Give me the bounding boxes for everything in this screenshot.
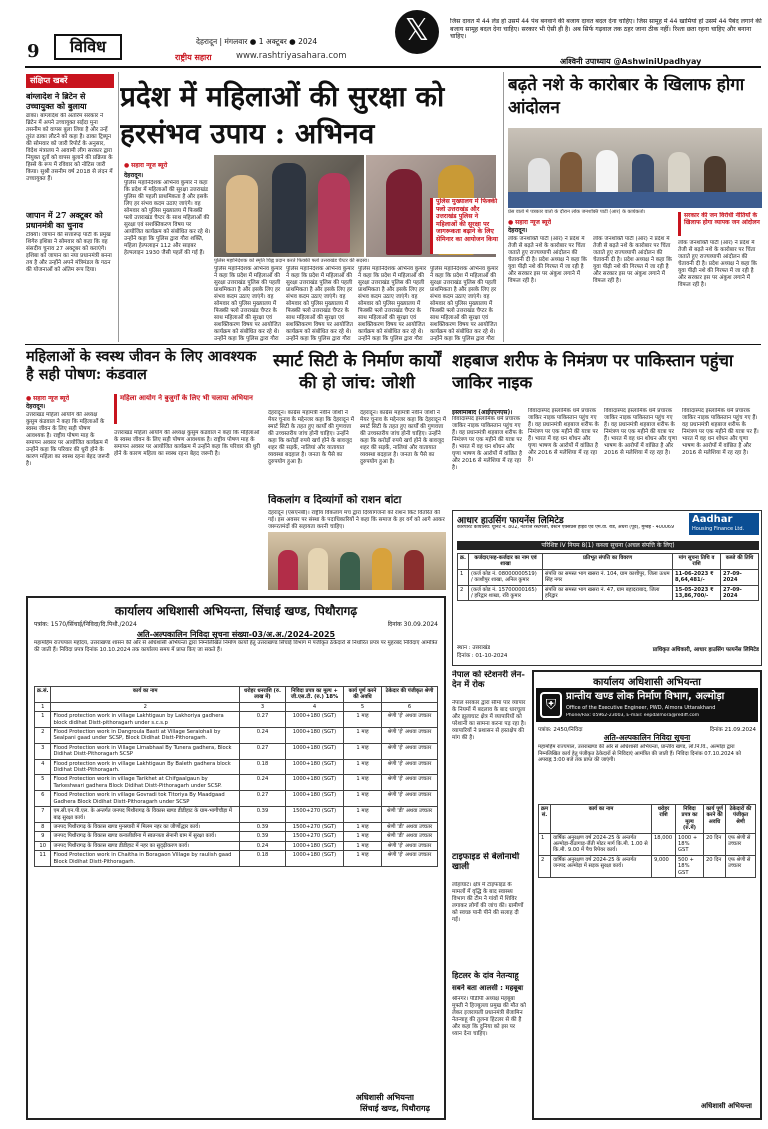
table-cell: 5 [344,702,382,711]
table-cell: 1 माह [344,743,382,759]
pwd-office: कार्यालय अधिशासी अभियन्ता [593,677,701,688]
shehbaz-col-3: विवादास्पद इस्लामिक धर्म प्रचारक जाकिर नाइक पाकिस्तान पहुंच गए हैं। वह प्रधानमंत्री शहबाज शरीफ के निमंत्रण पर एक महीने की यात्रा पर हैं। भारत में वह धन शोधन और घृणा भाषण के आरोपों में वांछित है और 2016 से मलेशिया में रह रहा है। [604,408,677,456]
brief-2-body: टोक्यो। जापान की सत्तारूढ़ पार्टी के प्रमुख शिगेरु इशिबा ने सोमवार को कहा कि वह संसदीय चुनाव 27 अक्टूबर को कराएंगे। इशिबा को जापान का नया प्रधानमंत्री बनना तय है और उन्होंने अपने मंत्रिमंडल के गठन की योजनाओं को अंतिम रूप दिया। [26,232,112,273]
table-cell: Flood protection work in village Lakhtigaun by Lakhoriya gadhera block didihat Distt-pithoragarh under s.c.s.p [51,712,240,728]
hitler-headline: हिटलर के दांव नेतन्याहू [452,970,519,980]
table-cell: 1500+270 (SGT) [286,822,344,831]
table-cell: 18,000 [652,833,676,855]
table-colnum-row [35,702,438,711]
table-cell: Flood Protection work in Dangroula Basti at Village Seraiohali by Sealpani gaad under SCSP, Block Didihat Distt-Pithoragarh. [51,728,240,744]
table-cell: 1 [35,702,51,711]
shehbaz-headline: शहबाज शरीफ के निमंत्रण पर पाकिस्तान पहुंचा जाकिर नाइक [452,351,734,392]
brief-1-title: बांग्लादेश ने ब्रिटेन से उच्चायुक्त को बुलाया [26,92,87,111]
table-cell: एफ श्रेणी से उच्चतर [726,855,756,877]
pwd-table [538,804,756,878]
drug-col-2: लोक जनशक्ति पार्टी (आर) ने प्रदेश में तेजी से बढ़ते नशे के कारोबार पर चिंता जताते हुए राज्यव्यापी आंदोलन की चेतावनी दी है। प्रदेश अध्यक्ष ने कहा कि युवा पीढ़ी नशे की गिरफ्त में जा रही है और सरकार इस पर अंकुश लगाने में विफल रही है। [593,236,672,284]
drug-headline: बढ़ते नशे के कारोबार के खिलाफ होगा आंदोलन [508,75,745,118]
page-number: 9 [27,41,40,62]
table-header: कार्य पूर्ण करने की अवधि [704,805,726,834]
paper-logo: राष्ट्रीय सहारा [175,53,212,62]
drug-pull-text: सरकार की जन विरोधी नीतियों के खिलाफ होगा व्यापक जन आंदोलन [684,212,760,226]
table-cell: 0.39 [240,832,286,841]
rule [25,66,761,68]
aadhar-sign: प्राधिकृत अधिकारी, आधार हाउसिंग फायनेंस लिमिटेड [652,647,759,653]
table-header: कर्जदार/सह-कर्जदार का नाम एवं शाखा [468,554,542,570]
table-cell: 7 [35,807,51,823]
aadhar-notice [452,510,762,666]
lead-place: देहरादून। [124,172,144,179]
table-row [458,585,759,601]
table-cell: श्रेणी 'ई' अथवा उच्चतर [382,743,438,759]
table-cell: 4 [35,759,51,775]
byline-dot-icon: ● [508,219,514,226]
table-cell: 1500+270 (SGT) [286,832,344,841]
table-cell: 1 माह [344,712,382,728]
table-cell: संपत्ति का समस्त भाग खसरा नं. 47, ग्राम बहादराबाद, जिला हरिद्वार [542,585,672,601]
table-cell: 2 [51,702,240,711]
table-header: क्र.सं. [35,687,51,703]
table-cell: 0.24 [240,841,286,850]
table-cell: Flood Protection work in Chaitha in Boragaon Village by raulish gaad Block Didihat Distt-Pithoragarh. [51,851,240,867]
table-cell: 1000+180 (SGT) [286,712,344,728]
pwd-banner [536,688,758,722]
byline-dot-icon: ● [124,162,130,169]
table-cell: 1 माह [344,807,382,823]
pwd-emblem-icon: ⛨ [540,692,562,718]
taxi-headline: टाइफाइड से बेलोनाथी खाली [452,852,520,872]
section-title: विविध [54,34,122,60]
table-cell: Flood Protection work in village Tarikhet at Chifgaalgaun by Tarkeshwari gadhera Block Didihat Distt-Pithoragarh under SCSP. [51,775,240,791]
drug-byline-text: सहारा न्यूज ब्यूरो [515,219,552,226]
table-header: क्रम सं. [539,805,551,834]
dateline: देहरादून | मंगलवार ● 1 अक्टूबर ● 2024 [196,37,318,46]
tweet-text: जिस दावत में 44 लेंड हो उसमें 44 पंथ बनवाने की बजाय दावत बदल देना चाहिए। जिस सामूह में 44 खामियां हों उसमें 44 पैबंद लगाने की बजाय सामूह बदल देना चाहिए। सरकार भी ऐसी ही है। अब सिर्फ गढ़वाल तक ठहर जाना ठीक नहीं। रिश्ता छता रहना चाहिए और बनाना चाहिए। [450,18,762,40]
table-cell: 3 [240,702,286,711]
table-cell: 1 माह [344,841,382,850]
pith-title: अति-अल्पकालिन निविदा सूचना संख्या-03/अ.अ./2024-2025 [136,630,336,639]
table-cell: 2 [539,855,551,877]
table-cell: (कर्ज कोड नं. 15700000165) / हरिद्वार शाखा, रवि कुमार [468,585,542,601]
lead-col-1: पुलिस महानिदेशक अभिनव कुमार ने कहा कि प्रदेश में महिलाओं की सुरक्षा उत्तराखंड पुलिस की पहली प्राथमिकता है और इसके लिए हर संभव कदम उठाए जाएंगे। वह सोमवार को पुलिस मुख्यालय में फिक्की फ्लो उत्तराखंड चैप्टर के साथ महिलाओं की सुरक्षा एवं सशक्तिकरण विषय पर आयोजित कार्यक्रम को संबोधित कर रहे थे। उन्होंने कहा कि पुलिस द्वारा गौरा शक्ति, महिला हेल्पलाइन 112 और साइबर हेल्पलाइन 1930 जैसी पहलें की गई हैं। [124,180,211,256]
drug-caption: प्रेस वार्ता में पत्रकार वार्ता के दौरान लोक जनशक्ति पार्टी (आर) के कार्यकर्ता। [508,209,646,215]
table-row [35,822,438,831]
aadhar-notice-title: परिशिष्ट IV नियम 8(1) कब्जा सूचना (अचल संपत्ति के लिए) [457,541,759,550]
table-cell: 9 [35,832,51,841]
table-header: क्र. [458,554,469,570]
table-row [35,712,438,728]
table-cell: श्रेणी 'ई' अथवा उच्चतर [382,728,438,744]
pwd-tender [532,670,762,1120]
drug-col-1: लोक जनशक्ति पार्टी (आर) ने प्रदेश में तेजी से बढ़ते नशे के कारोबार पर चिंता जताते हुए राज्यव्यापी आंदोलन की चेतावनी दी है। प्रदेश अध्यक्ष ने कहा कि युवा पीढ़ी नशे की गिरफ्त में जा रही है और सरकार इस पर अंकुश लगाने में विफल रही है। [508,236,587,284]
table-cell: 11-06-2023 ₹ 8,64,481/- [673,569,721,585]
smartcity-headline: स्मार्ट सिटी के निर्माण कार्यों की हो जांच: जोशी [273,351,441,393]
table-cell: वार्षिक अनुरक्षण वर्ष 2024-25 के अन्तर्गत जनपद अल्मोड़ा में सड़क सुरक्षा कार्य। [551,855,652,877]
table-cell: एफ श्रेणी से उच्चतर [726,833,756,855]
table-header: प्रतिभूत संपत्ति का विवरण [542,554,672,570]
hitler-sub: सबने बता आलसी : महबूबा [452,984,524,992]
table-row [35,775,438,791]
masthead [0,0,768,66]
pith-date: दिनांक 30.09.2024 [387,621,438,628]
table-header: मांग सूचना तिथि व राशि [673,554,721,570]
divider [118,72,119,342]
nutrition-place: देहरादून। [26,403,46,410]
nutrition-col-1: उत्तराखंड महिला आयोग की अध्यक्ष कुसुम कंडवाल ने कहा कि महिलाओं के स्वस्थ जीवन के लिए सही पोषण आवश्यक है। राष्ट्रीय पोषण माह के समापन अवसर पर आयोजित कार्यक्रम में उन्होंने कहा कि परिवार की धुरी होने के कारण महिला का स्वस्थ रहना बेहद जरूरी है। [26,412,110,467]
table-cell: 1000+180 (SGT) [286,851,344,867]
table-cell: 27-09-2024 [721,585,759,601]
table-cell: 1000+180 (SGT) [286,775,344,791]
lead-pull-text: पुलिस मुख्यालय में फिक्की फ्लो उत्तराखंड और उत्तराखंड पुलिस ने महिलाओं की सुरक्षा पर जागरूकता बढ़ाने के लिए सेमिनार का आयोजन किया [436,198,499,243]
drug-byline [508,218,551,234]
table-cell: जनपद पिथौरागढ़ के विकास खण्ड कनालीछीना में स्वतन्त्रता सेनानी ग्राम में सुरक्षा कार्य। [51,832,240,841]
table-row [539,855,756,877]
site-url: www.rashtriyasahara.com [236,51,347,61]
aadhar-logo [689,513,759,535]
lead-pull-box [430,198,500,254]
table-cell: (कर्ज कोड नं. 08000000519) / काशीपुर शाखा, अनिल कुमार [468,569,542,585]
twitter-handle: अश्विनी उपाध्याय @AshwiniUpadhyay [560,57,702,66]
drug-photo [508,128,762,208]
table-row [35,851,438,867]
table-cell: 500 + 18% GST [676,855,704,877]
lead-byline [124,161,214,179]
table-cell: 0.24 [240,775,286,791]
table-cell: 15-05-2023 ₹ 13,86,700/- [673,585,721,601]
taxi-col: लोहाघाट। क्षेत्र में टाइफाइड के मामलों में वृद्धि के बाद स्वास्थ्य विभाग की टीम ने गांवों में शिविर लगाकर लोगों की जांच की। ग्रामीणों को स्वच्छ पानी पीने की सलाह दी गई। [452,882,524,923]
table-cell: 0.39 [240,807,286,823]
table-cell: 0.27 [240,712,286,728]
pith-tender [26,596,446,1120]
table-cell: श्रेणी 'ई' अथवा उच्चतर [382,775,438,791]
table-cell: 1 माह [344,791,382,807]
table-row [35,759,438,775]
table-cell: 11 [35,851,51,867]
table-header-row [35,687,438,703]
table-header: ठेकेदारों की पंजीकृत श्रेणी [726,805,756,834]
lead-col-3: पुलिस महानिदेशक अभिनव कुमार ने कहा कि प्रदेश में महिलाओं की सुरक्षा उत्तराखंड पुलिस की पहली प्राथमिकता है और इसके लिए हर संभव कदम उठाए जाएंगे। वह सोमवार को पुलिस मुख्यालय में फिक्की फ्लो उत्तराखंड चैप्टर के साथ महिलाओं की सुरक्षा एवं सशक्तिकरण विषय पर आयोजित कार्यक्रम को संबोधित कर रहे थे। उन्होंने कहा कि पुलिस द्वारा गौरा [286,266,355,342]
table-cell: 1000+180 (SGT) [286,743,344,759]
aadhar-logo-text: Aadhar [692,514,733,525]
table-header: कार्य पूर्ण करने की अवधि [344,687,382,703]
table-cell: 1000 + 18% GST [676,833,704,855]
table-cell: 1 [539,833,551,855]
aadhar-table [457,553,759,601]
pwd-sign: अधिशासी अभियन्ता [700,1102,752,1110]
table-cell: जनपद पिथौरागढ़ के विकास खण्ड डीडीहाट में नहर का सुदृढ़ीकरण कार्य। [51,841,240,850]
shehbaz-col-1: विवादास्पद इस्लामिक धर्म प्रचारक जाकिर नाइक पाकिस्तान पहुंच गए हैं। वह प्रधानमंत्री शहबाज शरीफ के निमंत्रण पर एक महीने की यात्रा पर हैं। भारत में वह धन शोधन और घृणा भाषण के आरोपों में वांछित है और 2016 से मलेशिया में रह रहा है। [452,416,523,471]
table-cell: 1 माह [344,728,382,744]
table-row [35,807,438,823]
table-cell: श्रेणी 'ई' अथवा उच्चतर [382,841,438,850]
smartcity-col-2: देहरादून। कांग्रेस महामंत्री नवीन जोशी ने मेयर चुनाव के मद्देनजर कहा कि देहरादून में स्मार्ट सिटी के तहत हुए कार्यों की गुणवत्ता की उच्चस्तरीय जांच होनी चाहिए। उन्होंने कहा कि करोड़ों रुपये खर्च होने के बावजूद शहर की सड़कें, नालियां और यातायात व्यवस्था बदहाल है। जनता के पैसे का दुरुपयोग हुआ है। [360,410,446,465]
table-row [35,841,438,850]
lead-col-4: पुलिस महानिदेशक अभिनव कुमार ने कहा कि प्रदेश में महिलाओं की सुरक्षा उत्तराखंड पुलिस की पहली प्राथमिकता है और इसके लिए हर संभव कदम उठाए जाएंगे। वह सोमवार को पुलिस मुख्यालय में फिक्की फ्लो उत्तराखंड चैप्टर के साथ महिलाओं की सुरक्षा एवं सशक्तिकरण विषय पर आयोजित कार्यक्रम को संबोधित कर रहे थे। उन्होंने कहा कि पुलिस द्वारा गौरा [358,266,427,342]
disabled-col: देहरादून (एसएनबी)। राष्ट्रीय विकलांग मंच द्वारा दिव्यांगजनों को राशन किट वितरित की गई। इस अवसर पर संस्था के पदाधिकारियों ने कहा कि समाज के हर वर्ग को आगे आकर जरूरतमंदों की सहायता करनी चाहिए। [268,510,445,530]
x-logo-icon: 𝕏 [395,10,439,54]
rule [25,344,761,345]
table-cell: श्रेणी 'डी' अथवा उच्चतर [382,807,438,823]
lead-col-2: पुलिस महानिदेशक अभिनव कुमार ने कहा कि प्रदेश में महिलाओं की सुरक्षा उत्तराखंड पुलिस की पहली प्राथमिकता है और इसके लिए हर संभव कदम उठाए जाएंगे। वह सोमवार को पुलिस मुख्यालय में फिक्की फ्लो उत्तराखंड चैप्टर के साथ महिलाओं की सुरक्षा एवं सशक्तिकरण विषय पर आयोजित कार्यक्रम को संबोधित कर रहे थे। उन्होंने कहा कि पुलिस द्वारा गौरा [214,266,283,342]
table-cell: 1000+180 (SGT) [286,791,344,807]
table-header: कब्जे की तिथि [721,554,759,570]
pwd-title: अति-अल्पकालिन निविदा सूचना [603,733,691,742]
table-cell: 0.18 [240,759,286,775]
table-cell: Flood Protection work in Village Limabhaal By Tunera gadhera, Block Didihat Distt-Pithoragarh SCSP [51,743,240,759]
table-cell: 0.27 [240,743,286,759]
table-header: कार्य का नाम [51,687,240,703]
table-cell: 8 [35,822,51,831]
table-cell: संपत्ति का समस्त भाग खसरा नं. 104, ग्राम काशीपुर, जिला ऊधम सिंह नगर [542,569,672,585]
table-header: कार्य का नाम [551,805,652,834]
pwd-intro: महामहिम राज्यपाल, उत्तराखण्ड की ओर से अधिशासी अभियन्ता, प्रान्तीय खण्ड, लो.नि.वि., अल्मोड़ा द्वारा निम्नलिखित कार्य हेतु पंजीकृत ठेकेदारों से निविदाएं आमंत्रित की जाती हैं। निविदा दिनांक 07.10.2024 को अपराह्न 3:00 बजे तक प्राप्त की जाएंगी। [538,744,741,764]
shehbaz-col-2: विवादास्पद इस्लामिक धर्म प्रचारक जाकिर नाइक पाकिस्तान पहुंच गए हैं। वह प्रधानमंत्री शहबाज शरीफ के निमंत्रण पर एक महीने की यात्रा पर हैं। भारत में वह धन शोधन और घृणा भाषण के आरोपों में वांछित है और 2016 से मलेशिया में रह रहा है। [528,408,599,463]
table-cell: 0.18 [240,851,286,867]
disabled-photo [268,532,446,590]
table-row [35,791,438,807]
table-cell: 2 [458,585,469,601]
hitler-col: श्रीनगर। पीडीपी अध्यक्ष महबूबा मुफ्ती ने हिज्बुल्ला प्रमुख की मौत को लेकर इजरायली प्रधानमंत्री बेंजामिन नेतन्याहू की तुलना हिटलर से की है और कहा कि दुनिया को इस पर ध्यान देना चाहिए। [452,996,526,1037]
aadhar-office: कॉरपोरेट कार्यालय: यूनिट नं. 802, नटराज रस्टमजी, वेस्टर्न एक्सप्रेस हाईवे एवं एम.वी. रोड, अंधेरी (पूर्व), मुम्बई - 400069 [457,525,675,530]
table-cell: 3 [35,743,51,759]
drug-pull-box [678,212,762,236]
nutrition-byline-text: सहारा न्यूज ब्यूरो [33,395,70,402]
brief-1-body: ढाका। बांग्लादेश की अंतरिम सरकार ने ब्रिटेन में अपने उच्चायुक्त सईदा मुना तसनीम को वापस बुला लिया है और उन्हें तुरंत ढाका लौटने को कहा है। ढाका ट्रिब्यून की सोमवार को जारी रिपोर्ट के अनुसार, विदेश मंत्रालय ने आवामी लीग सरकार द्वारा नियुक्त दूतों को वापस बुलाने की प्रक्रिया के हिस्से के रूप में रविवार को नोटिस जारी किया। सुश्री तसनीम वर्ष 2018 से लंदन में उच्चायुक्त हैं। [26,113,113,182]
table-cell: 0.39 [240,822,286,831]
table-row [35,832,438,841]
pith-table [34,686,438,867]
table-cell: Flood Protection work in village Govradi tok Titoriya By Maadgaad Gadhera Block Didihat Distt-Pithoragarh under SCSP [51,791,240,807]
table-cell: 1 माह [344,822,382,831]
shehbaz-place: इस्लामाबाद (आईएएनएस)। [452,409,513,416]
table-row [35,728,438,744]
table-cell: श्रेणी 'डी' अथवा उच्चतर [382,822,438,831]
byline-dot-icon: ● [26,395,32,402]
table-cell: 1 माह [344,832,382,841]
shehbaz-col-4: विवादास्पद इस्लामिक धर्म प्रचारक जाकिर नाइक पाकिस्तान पहुंच गए हैं। वह प्रधानमंत्री शहबाज शरीफ के निमंत्रण पर एक महीने की यात्रा पर हैं। भारत में वह धन शोधन और घृणा भाषण के आरोपों में वांछित है और 2016 से मलेशिया में रह रहा है। [682,408,759,456]
table-cell: 9,000 [652,855,676,877]
table-cell: श्रेणी 'ई' अथवा उच्चतर [382,759,438,775]
table-row [458,569,759,585]
table-cell: श्रेणी 'ई' अथवा उच्चतर [382,791,438,807]
divider [503,72,504,342]
table-cell: 1 माह [344,759,382,775]
table-cell: जनपद पिथौरागढ़ के विकास खण्ड मुनस्यारी में मिलम नहर का जीर्णोद्धार कार्य। [51,822,240,831]
table-cell: 0.24 [240,728,286,744]
table-cell: श्रेणी 'ई' अथवा उच्चतर [382,712,438,728]
table-header: निविदा प्रपत्र का मूल्य + जी.एस.टी. (रु.) 18% [286,687,344,703]
pwd-contact: Phone/Fax: 05962-23003, E-mail: eepdalmora@rediff.com [566,713,700,718]
table-cell: श्रेणी 'ई' अथवा उच्चतर [382,851,438,867]
table-cell: 0.27 [240,791,286,807]
pwd-dept: प्रान्तीय खण्ड लोक निर्माण विभाग, अल्मोड़ा [566,691,725,702]
aadhar-date: दिनांक : 01-10-2024 [457,653,508,659]
nutrition-pull-text: महिला आयोग ने बुजुर्गों के लिए भी चलाया अभियान [120,394,253,402]
aadhar-place: स्थान : उत्तराखंड [457,645,491,651]
table-cell: एम.सी.एन.पी.एल. के अन्तर्गत जनपद पिथौरागढ़ के विकास खण्ड डीडीहाट के ग्राम-भागीचौड़ा में बाढ़ सुरक्षा कार्य। [51,807,240,823]
smartcity-col-1: देहरादून। कांग्रेस महामंत्री नवीन जोशी ने मेयर चुनाव के मद्देनजर कहा कि देहरादून में स्मार्ट सिटी के तहत हुए कार्यों की गुणवत्ता की उच्चस्तरीय जांच होनी चाहिए। उन्होंने कहा कि करोड़ों रुपये खर्च होने के बावजूद शहर की सड़कें, नालियां और यातायात व्यवस्था बदहाल है। जनता के पैसे का दुरुपयोग हुआ है। [268,410,354,465]
table-cell: 27-09-2024 [721,569,759,585]
nutrition-byline [26,394,69,410]
lead-headline: प्रदेश में महिलाओं की सुरक्षा को हरसंभव उपाय : अभिनव [120,80,445,150]
table-cell: 6 [35,791,51,807]
brief-2-title: जापान में 27 अक्टूबर को प्रधानमंत्री का चुनाव [26,210,103,230]
table-cell: 1 [458,569,469,585]
pwd-date: दिनांक 21.09.2024 [709,727,756,733]
nepal-col: नेपाल सरकार द्वारा सीमा पार व्यापार के नियमों में बदलाव के बाद धारचूला और झूलाघाट क्षेत्र में व्यापारियों को परेशानी का सामना करना पड़ रहा है। व्यापारियों ने प्रशासन से हस्तक्षेप की मांग की है। [452,700,526,741]
lead-col-5: पुलिस महानिदेशक अभिनव कुमार ने कहा कि प्रदेश में महिलाओं की सुरक्षा उत्तराखंड पुलिस की पहली प्राथमिकता है और इसके लिए हर संभव कदम उठाए जाएंगे। वह सोमवार को पुलिस मुख्यालय में फिक्की फ्लो उत्तराखंड चैप्टर के साथ महिलाओं की सुरक्षा एवं सशक्तिकरण विषय पर आयोजित कार्यक्रम को संबोधित कर रहे थे। उन्होंने कहा कि पुलिस द्वारा गौरा [430,266,499,342]
table-cell: वार्षिक अनुरक्षण वर्ष 2024-25 के अन्तर्गत अल्मोड़ा-रीठागाड़-जैंती मोटर मार्ग कि.मी. 1.00 से कि.मी. 9.00 में पैच रिपेयर कार्य। [551,833,652,855]
pith-office: कार्यालय अधिशासी अभियन्ता, सिंचाई खण्ड, पिथौरागढ़ [114,604,358,618]
lead-photo [214,155,364,257]
disabled-headline: विकलांग व दिव्यांगों को राशन बांटा [268,494,402,506]
pith-sign-2: सिंचाई खण्ड, पिथौरागढ़ [360,1104,430,1113]
pith-intro: महामहिम राज्यपाल महोदय, उत्तराखण्ड शासन की ओर से अधिशासी अभियन्ता द्वारा निम्नलिखित निर्माण कार्यों हेतु उत्तराखण्ड सिंचाई विभाग में पंजीकृत ठेकेदारों से निर्धारित प्रपत्र पर मुहरबंद निविदाएं आमंत्रित की जाती हैं। निविदा प्रपत्र दिनांक 10.10.2024 तक कार्यालय समय में प्राप्त किए जा सकते हैं। [34,640,438,653]
lead-caption: पुलिस महानिदेशक को स्मृति चिह्न प्रदान करते फिक्की फ्लो उत्तराखंड चैप्टर की सदस्य। [214,258,369,264]
table-cell: 1000+180 (SGT) [286,759,344,775]
nutrition-pull-box [114,394,262,424]
table-header: निविदा प्रपत्र का मूल्य (रु.में) [676,805,704,834]
drug-col-3: लोक जनशक्ति पार्टी (आर) ने प्रदेश में तेजी से बढ़ते नशे के कारोबार पर चिंता जताते हुए राज्यव्यापी आंदोलन की चेतावनी दी है। प्रदेश अध्यक्ष ने कहा कि युवा पीढ़ी नशे की गिरफ्त में जा रही है और सरकार इस पर अंकुश लगाने में विफल रही है। [678,240,757,288]
nutrition-headline: महिलाओं के स्वस्थ जीवन के लिए आवश्यक है सही पोषण: कंडवाल [26,348,257,383]
table-cell: 20 दिन [704,855,726,877]
table-cell: 6 [382,702,438,711]
brief-column [26,92,114,334]
table-cell: 20 दिन [704,833,726,855]
pith-ref: पत्रांक: 1570/सिंचाई/निविदा/दि.पिथौ./2024 [34,621,137,628]
brief-label: संक्षिप्त खबरें [26,74,114,88]
table-header: ठेकेदार की पंजीकृत श्रेणी [382,687,438,703]
table-cell: 1 [35,712,51,728]
table-cell: 10 [35,841,51,850]
table-cell: श्रेणी 'डी' अथवा उच्चतर [382,832,438,841]
lead-byline-text: सहारा न्यूज ब्यूरो [131,162,168,169]
table-cell: Flood protection work in village Lakhtigaun By Baleth gadhera block Didihat Distt-Pithoragarh. [51,759,240,775]
table-cell: 1 माह [344,775,382,791]
nutrition-col-2: उत्तराखंड महिला आयोग की अध्यक्ष कुसुम कंडवाल ने कहा कि महिलाओं के स्वस्थ जीवन के लिए सही पोषण आवश्यक है। राष्ट्रीय पोषण माह के समापन अवसर पर आयोजित कार्यक्रम में उन्होंने कहा कि परिवार की धुरी होने के कारण महिला का स्वस्थ रहना बेहद जरूरी है। [114,430,260,457]
pwd-en: Office of the Executive Engineer, PWD, Almora Uttarakhand [566,705,716,711]
pwd-ref: पत्रांक: 2450/निविदा [538,727,583,733]
table-header-row [539,805,756,834]
table-cell: 1000+180 (SGT) [286,841,344,850]
aadhar-logo-sub: Housing Finance Ltd. [692,526,745,532]
table-header-row [458,554,759,570]
table-row [35,743,438,759]
table-cell: 1 माह [344,851,382,867]
table-header: धरोहर धनराशि (रु. लाख में) [240,687,286,703]
table-header: धरोहर राशि [652,805,676,834]
drug-place: देहरादून। [508,227,528,234]
table-cell: 2 [35,728,51,744]
table-cell: 1500+270 (SGT) [286,807,344,823]
pith-sign: अधिशासी अभियन्ता [355,1093,414,1102]
table-cell: 4 [286,702,344,711]
aadhar-name: आधार हाउसिंग फायनेंस लिमिटेड [457,516,564,526]
table-row [539,833,756,855]
table-cell: 1000+180 (SGT) [286,728,344,744]
table-cell: 5 [35,775,51,791]
nepal-headline: नेपाल को स्टेशनरी लेन-देन में रोक [452,670,525,690]
